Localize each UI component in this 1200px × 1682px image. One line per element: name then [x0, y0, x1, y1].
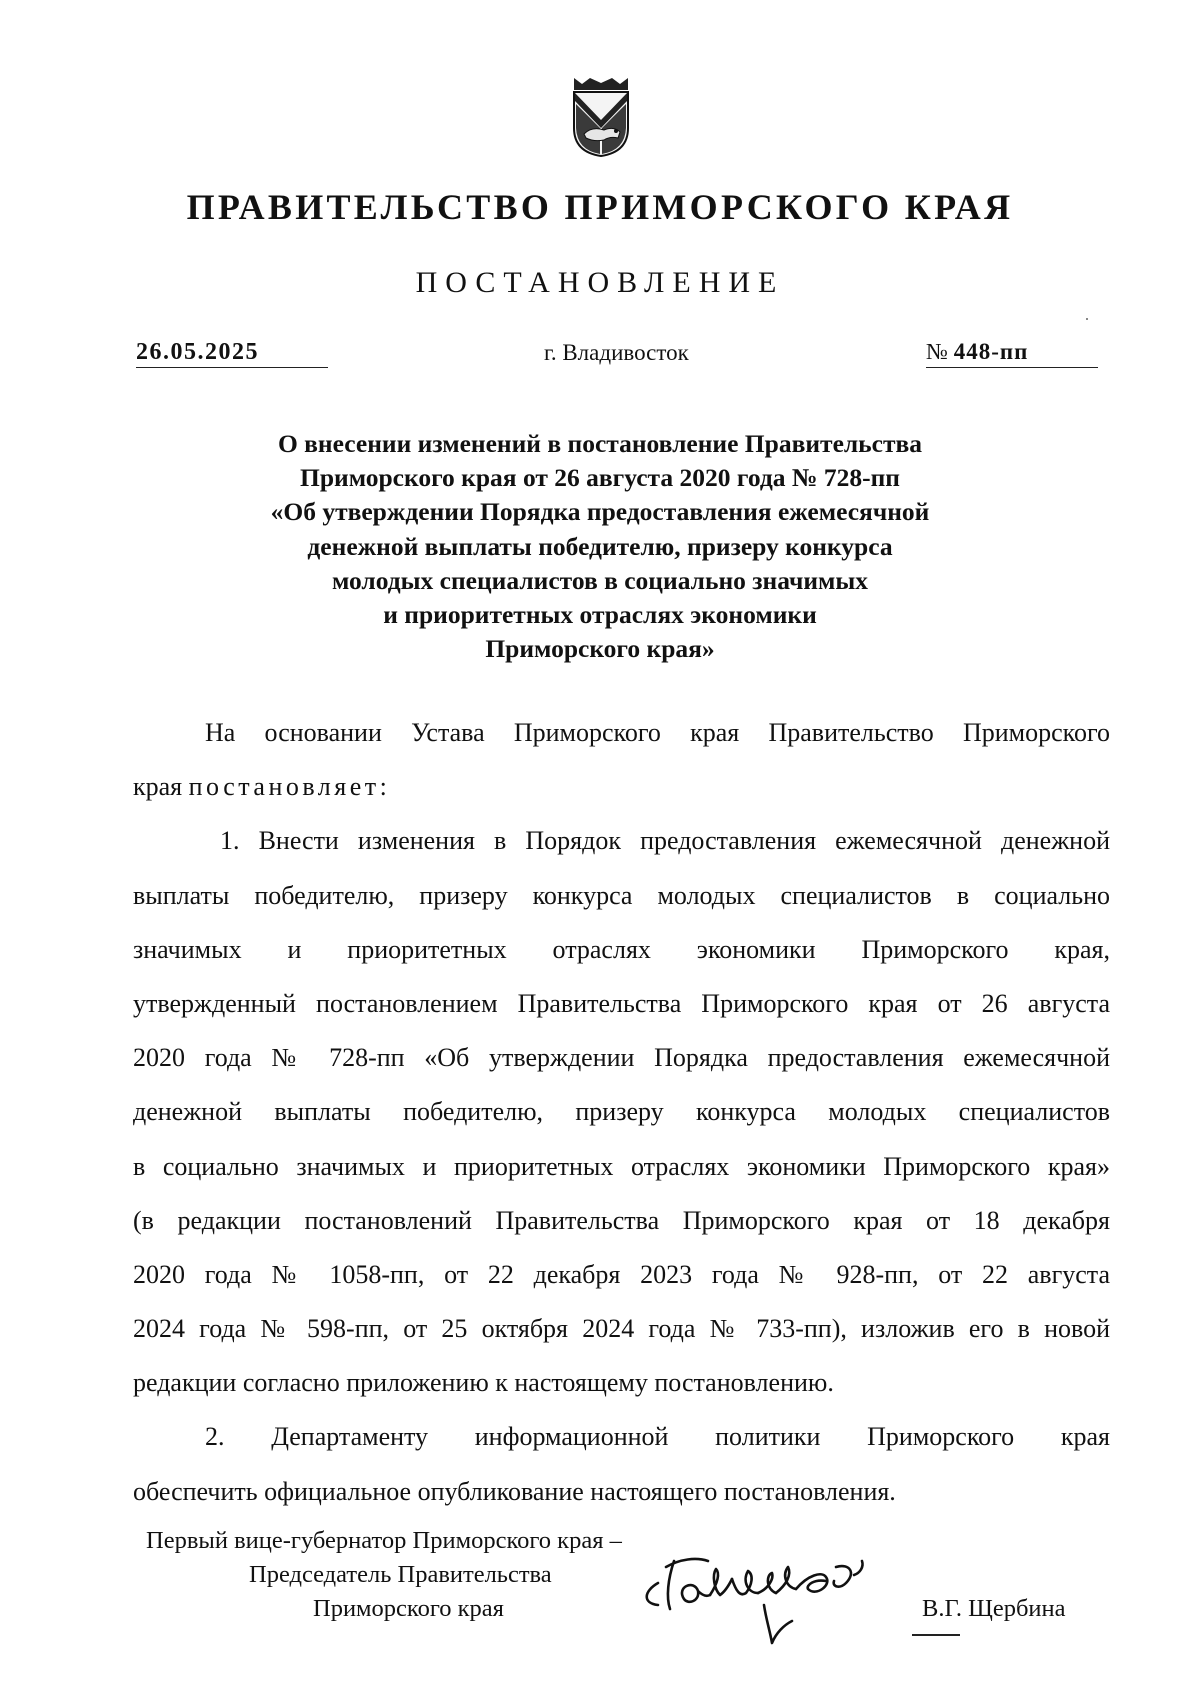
item2-line: обеспечить официальное опубликование настоящего постановления.: [133, 1476, 896, 1506]
document-type: ПОСТАНОВЛЕНИЕ: [415, 266, 785, 299]
number-value: 448-пп: [953, 339, 1029, 364]
item1-line: значимых и приоритетных отраслях экономики Приморского края,: [133, 934, 1110, 964]
heading-line: Приморского края от 26 августа 2020 года № 728-пп: [300, 463, 900, 493]
document-date: 26.05.2025: [136, 338, 328, 368]
item1-line: выплаты победителю, призеру конкурса молодых специалистов в социально: [133, 880, 1110, 910]
preamble-line: [133, 773, 1110, 827]
coat-of-arms-icon: [570, 76, 632, 158]
heading-line: О внесении изменений в постановление Правительства: [277, 429, 923, 458]
preamble-start: края: [133, 772, 183, 802]
item1-line: 1. Внести изменения в Порядок предоставления ежемесячной денежной: [220, 826, 1110, 856]
signer-name: В.Г. Щербина: [922, 1595, 1066, 1622]
item1-line: 2020 года № 1058-пп, от 22 декабря 2023 года № 928-пп, от 22 августа: [133, 1259, 1110, 1289]
item1-line: в социально значимых и приоритетных отраслях экономики Приморского края»: [133, 1151, 1110, 1181]
heading-line: и приоритетных отраслях экономики: [383, 600, 817, 630]
document-number: [926, 338, 1098, 368]
government-title: ПРАВИТЕЛЬСТВО ПРИМОРСКОГО КРАЯ: [186, 187, 1014, 227]
item1-line: (в редакции постановлений Правительства Приморского края от 18 декабря: [133, 1205, 1110, 1235]
document-body: [133, 719, 1110, 1532]
handwritten-signature-icon: [636, 1545, 894, 1655]
signer-position: Председатель Правительства: [249, 1561, 552, 1588]
item1-line: 2024 года № 598-пп, от 25 октября 2024 года № 733-пп), изложив его в новой: [133, 1314, 1110, 1344]
preamble-line: На основании Устава Приморского края Правительство Приморского: [205, 718, 1110, 747]
decree-word: постановляет:: [188, 772, 391, 802]
heading-line: «Об утверждении Порядка предоставления ежемесячной: [270, 497, 930, 527]
heading-line: денежной выплаты победителю, призеру конкурса: [307, 531, 893, 561]
item1-line: денежной выплаты победителю, призеру конкурса молодых специалистов: [133, 1097, 1110, 1127]
item2-line: 2. Департаменту информационной политики Приморского края: [205, 1422, 1110, 1452]
document-heading: [180, 427, 1020, 666]
signer-position: Приморского края: [313, 1595, 504, 1622]
heading-line: молодых специалистов в социально значимых: [331, 565, 869, 595]
item1-line: редакции согласно приложению к настоящему постановлению.: [133, 1368, 834, 1398]
signer-position: Первый вице-губернатор Приморского края –: [146, 1527, 622, 1554]
item1-line: 2020 года № 728-пп «Об утверждении Порядка предоставления ежемесячной: [133, 1043, 1110, 1073]
number-prefix: №: [926, 339, 948, 364]
document-city: г. Владивосток: [544, 340, 689, 365]
name-underline: [912, 1634, 960, 1636]
heading-line: Приморского края»: [485, 634, 715, 664]
scan-dot: [1086, 318, 1088, 320]
item1-line: утвержденный постановлением Правительства Приморского края от 26 августа: [133, 988, 1110, 1018]
